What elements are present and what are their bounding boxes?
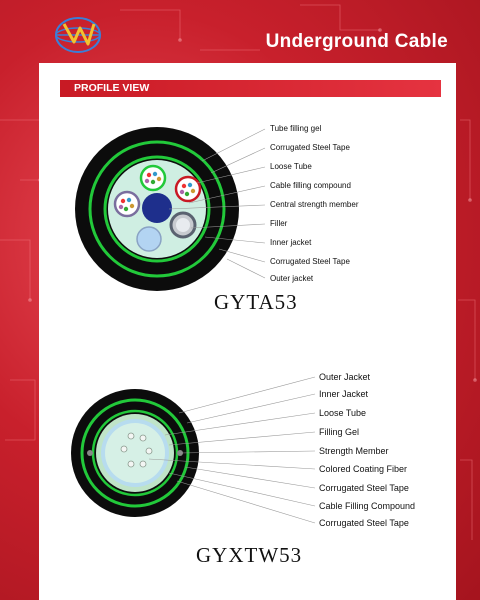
gyta53-label-loose-tube: Loose Tube	[270, 162, 312, 171]
gyxtw53-label-loose-tube: Loose Tube	[319, 408, 367, 418]
section-title: PROFILE VIEW	[74, 82, 150, 94]
company-logo	[54, 14, 102, 56]
gyxtw53-label-inner-jacket: Inner Jacket	[319, 389, 369, 399]
gyxtw53-label-outer-jacket: Outer Jacket	[319, 372, 371, 382]
gyta53-label-outer-jacket: Outer jacket	[270, 274, 314, 283]
gyta53-label-tube-filling-gel: Tube filling gel	[270, 124, 322, 133]
gyta53-label-filler: Filler	[270, 219, 288, 228]
gyta53-label-corrugated-steel-tape-outer: Corrugated Steel Tape	[270, 257, 350, 266]
gyta53-label-cable-filling-compound: Cable filling compound	[270, 181, 351, 190]
gyxtw53-model-name: GYXTW53	[196, 543, 303, 567]
gyxtw53-cross-section	[71, 377, 315, 523]
gyxtw53-label-strength-member: Strength Member	[319, 446, 389, 456]
gyta53-label-central-strength-member: Central strength member	[270, 200, 359, 209]
gyta53-cross-section	[75, 127, 265, 291]
gyta53-label-inner-jacket: Inner jacket	[270, 238, 312, 247]
gyxtw53-label-cable-filling-compound: Cable Filling Compound	[319, 501, 416, 511]
gyxtw53-label-colored-coating-fiber: Colored Coating Fiber	[319, 464, 408, 474]
page-title: Underground Cable	[265, 31, 448, 52]
gyxtw53-label-filling-gel: Filling Gel	[319, 427, 360, 437]
gyxtw53-label-corrugated-steel-tape-outer: Corrugated Steel Tape	[319, 518, 409, 528]
gyta53-label-corrugated-steel-tape: Corrugated Steel Tape	[270, 143, 350, 152]
gyta53-model-name: GYTA53	[214, 290, 298, 314]
gyxtw53-label-corrugated-steel-tape: Corrugated Steel Tape	[319, 483, 409, 493]
